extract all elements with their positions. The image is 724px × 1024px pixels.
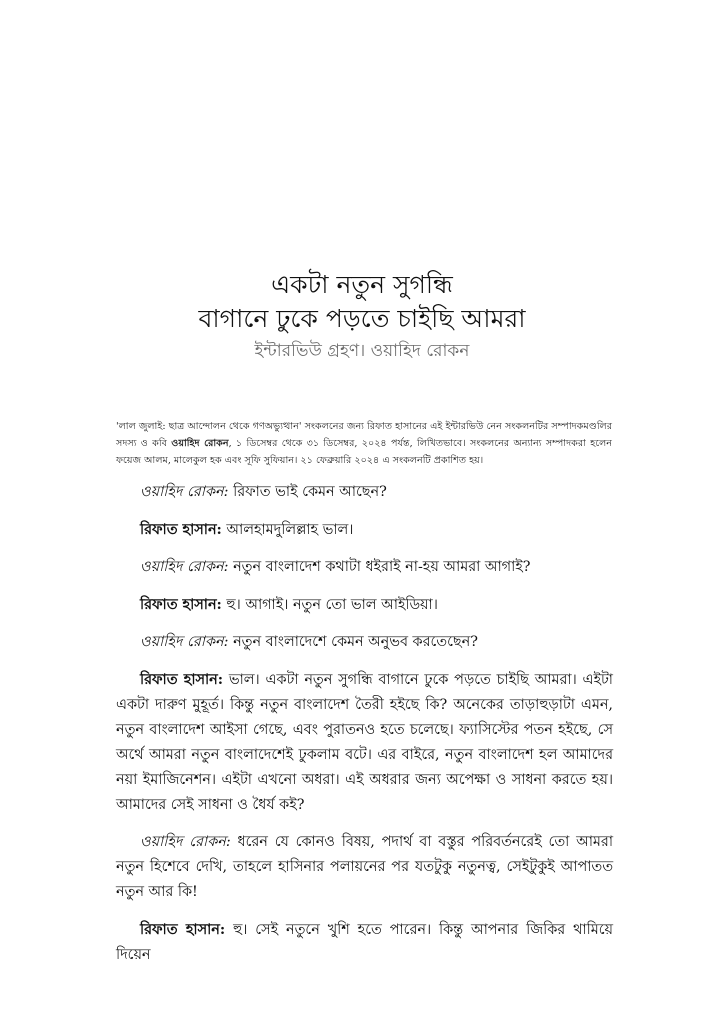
speaker-interviewee: রিফাত হাসান: [140,521,222,538]
dialogue-text: হু। আগাই। নতুন তো ভাল আইডিয়া। [221,597,438,613]
interview-body [116,480,613,980]
chapter-title-block [0,268,724,364]
dialogue-text: নতুন বাংলাদেশে কেমন অনুভব করতেছেন? [228,634,478,650]
speaker-interviewer: ওয়াহিদ রোকন: [140,834,231,850]
publication-note [116,418,612,469]
chapter-title-line-1: একটা নতুন সুগন্ধি [271,270,453,299]
note-text-part-2: , ১ ডিসেম্বর থেকে ৩১ ডিসেম্বর, ২০২৪ পর্যন্ত, লিখিতভাবে। সংকলনের অন্যান্য সম্পাদকরা হলেন ফয়েজ আলম, মালেকুল হক এবং সূফি সুফিয়ান। ২১ ফেব্রুয়ারি ২০২৪ এ সংকলনটি প্রকাশিত হয়। [116,438,612,466]
dialogue-text: হু। সেই নতুনে খুশি হতে পারেন। কিন্তু আপনার জিকির থামিয়ে দিয়েন [116,922,613,963]
dialogue-paragraph [116,917,613,968]
dialogue-paragraph [116,630,613,655]
dialogue-paragraph [116,480,613,505]
speaker-interviewee: রিফাত হাসান: [140,921,226,938]
speaker-interviewer: ওয়াহিদ রোকন: [140,484,229,500]
speaker-interviewee: রিফাত হাসান: [140,596,222,613]
dialogue-paragraph [116,592,613,618]
dialogue-text: আলহামদুলিল্লাহ ভাল। [221,522,354,538]
dialogue-text: রিফাত ভাই কেমন আছেন? [228,484,387,500]
speaker-interviewer: ওয়াহিদ রোকন: [140,634,229,650]
interview-credit: ইন্টারভিউ গ্রহণ। ওয়াহিদ রোকন [254,341,470,361]
dialogue-paragraph [116,517,613,543]
dialogue-paragraph [116,830,613,905]
dialogue-text: ভাল। একটা নতুন সুগন্ধি বাগানে ঢুকে পড়তে চাইছি আমরা। এইটা একটা দারুণ মুহূর্ত। কিন্তু নতুন বাংলাদেশ তৈরী হইছে কি? অনেকের তাড়াহুড়াটা এমন, নতুন বাংলাদেশ আইসা গেছে, এবং পুরাতনও হতে চলেছে। ফ্যাসিস্টের পতন হইছে, সে অর্থে আমরা নতুন বাংলাদেশেই ঢুকলাম বটে। এর বাইরে, নতুন বাংলাদেশ হল আমাদের নয়া ইমাজিনেশন। এইটা এখনো অধরা। এই অধরার জন্য অপেক্ষা ও সাধনা করতে হয়। আমাদের সেই সাধনা ও ধৈর্য কই? [116,672,613,813]
speaker-interviewee: রিফাত হাসান: [140,671,224,688]
dialogue-paragraph [116,555,613,580]
note-interviewer-name: ওয়াহিদ রোকন [171,438,229,449]
note-text-part-1: 'লাল জুলাই: ছাত্র আন্দোলন থেকে গণঅভ্যুত্থান' সংকলনের জন্য রিফাত হাসানের এই ইন্টারভিউ নেন সংকলনটির সম্পাদকমণ্ডলির সদস্য ও কবি [116,421,612,449]
dialogue-text: নতুন বাংলাদেশ কথাটা ধইরাই না-হয় আমরা আগাই? [228,559,531,575]
dialogue-text: ধরেন যে কোনও বিষয়, পদার্থ বা বস্তুর পরিবর্তনরেই তো আমরা নতুন হিশেবে দেখি, তাহলে হাসিনার পলায়নের পর যতটুকু নতুনত্ব, সেইটুকুই আপাতত নতুন আর কি! [116,834,613,900]
chapter-title-line-2: বাগানে ঢুকে পড়তে চাইছি আমরা [198,304,526,333]
speaker-interviewer: ওয়াহিদ রোকন: [140,559,229,575]
dialogue-paragraph [116,667,613,818]
